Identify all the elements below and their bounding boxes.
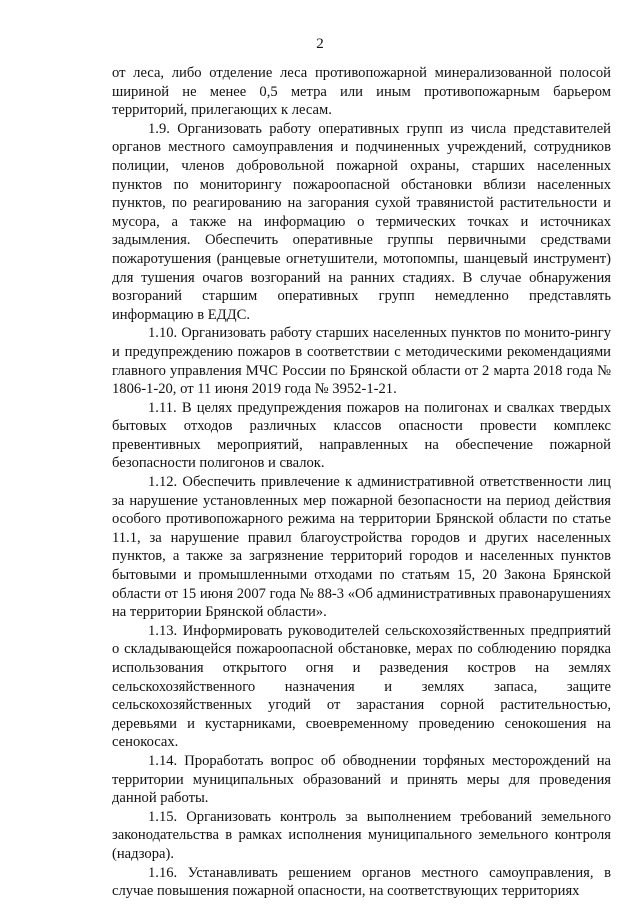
paragraph-1-11: 1.11. В целях предупреждения пожаров на полигонах и свалках твердых бытовых отходов различных классов опасности провести комплекс превентивных мероприятий, направленных на обеспечение пожарной безопасности полигонов и свалок. xyxy=(112,399,611,472)
paragraph-1-16: 1.16. Устанавливать решением органов местного самоуправления, в случае повышения пожарной опасности, на соответствующих территориях xyxy=(112,864,611,900)
document-body xyxy=(112,64,611,901)
paragraph-continuation: от леса, либо отделение леса противопожарной минерализованной полосой шириной не менее 0,5 метра или иным противопожарным барьером территорий, прилегающих к лесам. xyxy=(112,65,611,119)
paragraph-1-10: 1.10. Организовать работу старших населенных пунктов по монито-рингу и предупреждению пожаров в соответствии с методическими рекомендациями главного управления МЧС России по Брянской области от 2 марта 2018 года № 1806-1-20, от 11 июня 2019 года № 3952-1-21. xyxy=(112,325,611,398)
paragraph-1-12: 1.12. Обеспечить привлечение к административной ответственности лиц за нарушение установленных мер пожарной безопасности на период действия особого противопожарного режима на территории Брянской области по статье 11.1, за нарушение правил благоустройства городов и других населенных пунктов, а также за загрязнение территорий городов и населенных пунктов бытовыми и промышленными отходами по статьям 15, 20 Закона Брянской области от 15 июня 2007 года № 88-3 «Об административных правонарушениях на территории Брянской области». xyxy=(112,474,611,621)
page-number: 2 xyxy=(316,36,324,52)
paragraph-1-14: 1.14. Проработать вопрос об обводнении торфяных месторождений на территории муниципальных образований и принять меры для проведения данной работы. xyxy=(112,752,611,807)
paragraph-1-13: 1.13. Информировать руководителей сельскохозяйственных предприятий о складывающейся пожароопасной обстановке, мерах по соблюдению порядка использования открытого огня и разведения костров на землях сельскохозяйственного назначения и землях запаса, защите сельскохозяйственных угодий от зарастания сорной растительностью, деревьями и кустарниками, своевременному проведению сенокошения на сенокосах. xyxy=(112,622,611,751)
paragraph-1-15: 1.15. Организовать контроль за выполнением требований земельного законодательства в рамках исполнения муниципального земельного контроля (надзора). xyxy=(112,808,611,862)
paragraph-1-9: 1.9. Организовать работу оперативных групп из числа представителей органов местного самоуправления и подчиненных учреждений, сотрудников полиции, членов добровольной пожарной охраны, старших населенных пунктов по мониторингу пожароопасной обстановки вблизи населенных пунктов, по реагированию на загорания сухой травянистой растительности и мусора, а также на информацию о термических точках и источниках задымления. Обеспечить оперативные группы первичными средствами пожаротушения (ранцевые огнетушители, мотопомпы, шанцевый инструмент) для тушения очагов возгораний на ранних стадиях. В случае обнаружения возгораний старшим оперативных групп немедленно представлять информацию в ЕДДС. xyxy=(112,120,611,323)
